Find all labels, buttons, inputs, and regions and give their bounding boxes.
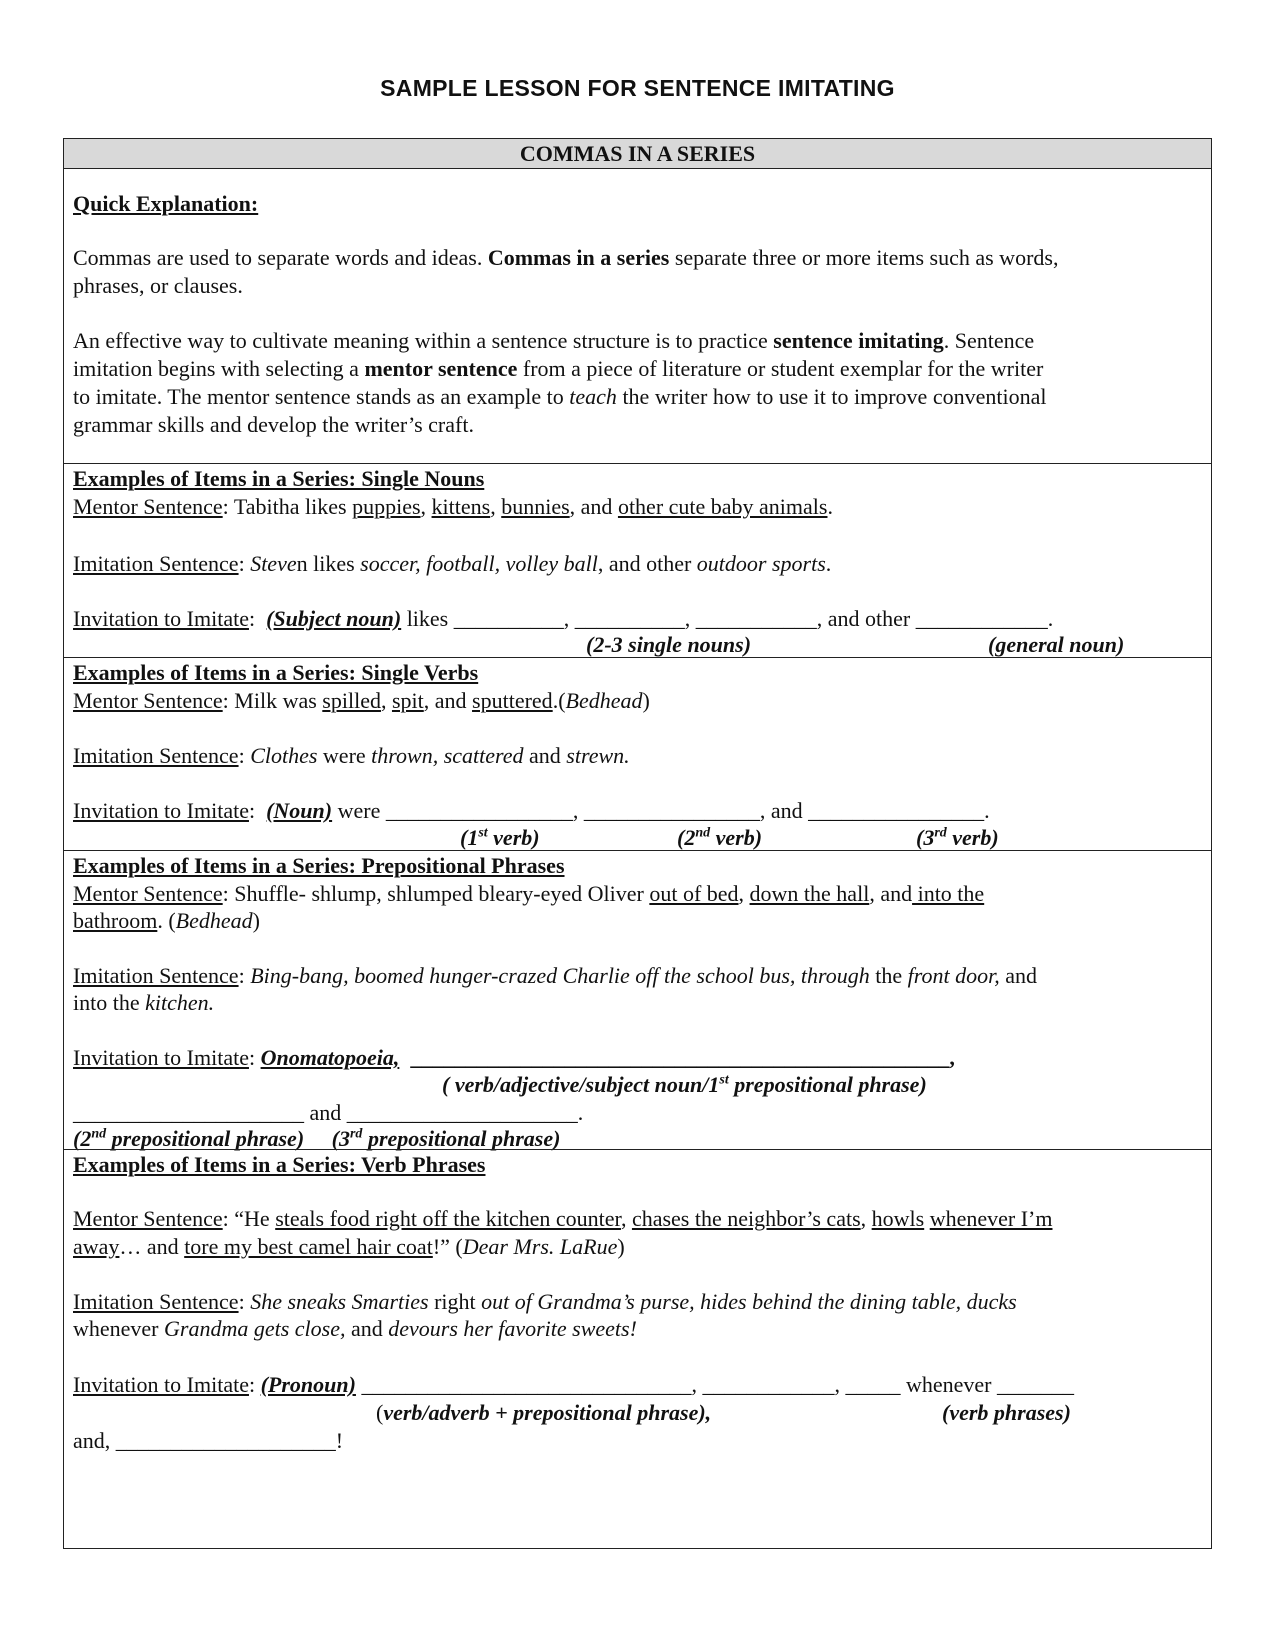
imitation-sentence-vphrases: Imitation Sentence: She sneaks Smarties right out of Grandma’s purse, hides behind the dining table, ducks — [73, 1289, 1017, 1314]
note-third-verb: (3rd verb) — [916, 825, 999, 850]
explanation-heading: Quick Explanation: — [73, 191, 259, 216]
section-heading-verbs: Examples of Items in a Series: Single Verbs — [73, 660, 479, 685]
lesson-table — [63, 138, 1212, 1549]
explanation-line: Commas are used to separate words and ideas. Commas in a series separate three or more items such as words, — [73, 245, 1059, 270]
note-second-third-prep: (2nd prepositional phrase) (3rd prepositional phrase) — [73, 1126, 561, 1151]
note-single-nouns: (2-3 single nouns) — [586, 632, 752, 657]
page-title: SAMPLE LESSON FOR SENTENCE IMITATING — [380, 75, 895, 101]
note-first-prep: ( verb/adjective/subject noun/1st prepositional phrase) — [442, 1072, 927, 1097]
explanation-line: imitation begins with selecting a mentor sentence from a piece of literature or student exemplar for the writer — [73, 356, 1044, 381]
imitation-sentence-verbs: Imitation Sentence: Clothes were thrown, scattered and strewn. — [73, 743, 630, 768]
mentor-sentence-preps: Mentor Sentence: Shuffle- shlump, shlumped bleary-eyed Oliver out of bed, down the hall, and into the — [73, 881, 985, 906]
explanation-line: phrases, or clauses. — [73, 273, 243, 298]
section-heading-nouns: Examples of Items in a Series: Single Nouns — [73, 466, 485, 491]
imitation-sentence-preps-cont: into the kitchen. — [73, 990, 215, 1015]
imitation-sentence-vphrases-cont: whenever Grandma gets close, and devours her favorite sweets! — [73, 1316, 637, 1341]
note-general-noun: (general noun) — [988, 632, 1125, 657]
mentor-sentence-preps-cont: bathroom. (Bedhead) — [73, 908, 260, 933]
mentor-sentence-nouns: Mentor Sentence: Tabitha likes puppies, kittens, bunnies, and other cute baby animals. — [73, 494, 833, 519]
mentor-sentence-vphrases-cont: away… and tore my best camel hair coat!” (Dear Mrs. LaRue) — [73, 1234, 625, 1259]
imitation-sentence-nouns: Imitation Sentence: Steven likes soccer, football, volley ball, and other outdoor sports. — [73, 551, 832, 576]
note-second-verb: (2nd verb) — [677, 825, 763, 850]
section-heading-preps: Examples of Items in a Series: Prepositional Phrases — [73, 853, 565, 878]
imitation-sentence-preps: Imitation Sentence: Bing-bang, boomed hunger-crazed Charlie off the school bus, through the front door, and — [73, 963, 1038, 988]
section-heading-verb-phrases: Examples of Items in a Series: Verb Phrases — [73, 1152, 486, 1177]
explanation-line: grammar skills and develop the writer’s craft. — [73, 412, 474, 437]
invitation-preps: Invitation to Imitate: Onomatopoeia, _________________________________________________, — [73, 1045, 955, 1070]
note-verb-phrases: (verb phrases) — [942, 1400, 1071, 1425]
invitation-vphrases-line3: and, ____________________! — [73, 1428, 344, 1453]
note-first-verb: (1st verb) — [460, 825, 540, 850]
note-verb-adverb: (verb/adverb + prepositional phrase), — [376, 1400, 712, 1425]
explanation-line: to imitate. The mentor sentence stands as an example to teach the writer how to use it to improve conventional — [73, 384, 1047, 409]
invitation-verbs: Invitation to Imitate: (Noun) were _________________, ________________, and ________________. — [73, 798, 990, 823]
invitation-preps-line2: _____________________ and _____________________. — [73, 1100, 584, 1125]
explanation-line: An effective way to cultivate meaning within a sentence structure is to practice sentence imitating. Sentence — [73, 328, 1035, 353]
invitation-vphrases: Invitation to Imitate: (Pronoun) ______________________________, ____________, _____ whenever _______ — [73, 1372, 1074, 1397]
invitation-nouns: Invitation to Imitate: (Subject noun) likes __________, __________, ___________, and other ____________. — [73, 606, 1054, 631]
table-header: COMMAS IN A SERIES — [64, 139, 1211, 169]
mentor-sentence-verbs: Mentor Sentence: Milk was spilled, spit, and sputtered.(Bedhead) — [73, 688, 650, 713]
mentor-sentence-vphrases: Mentor Sentence: “He steals food right off the kitchen counter, chases the neighbor’s cats, howls whenever I’m — [73, 1206, 1053, 1231]
